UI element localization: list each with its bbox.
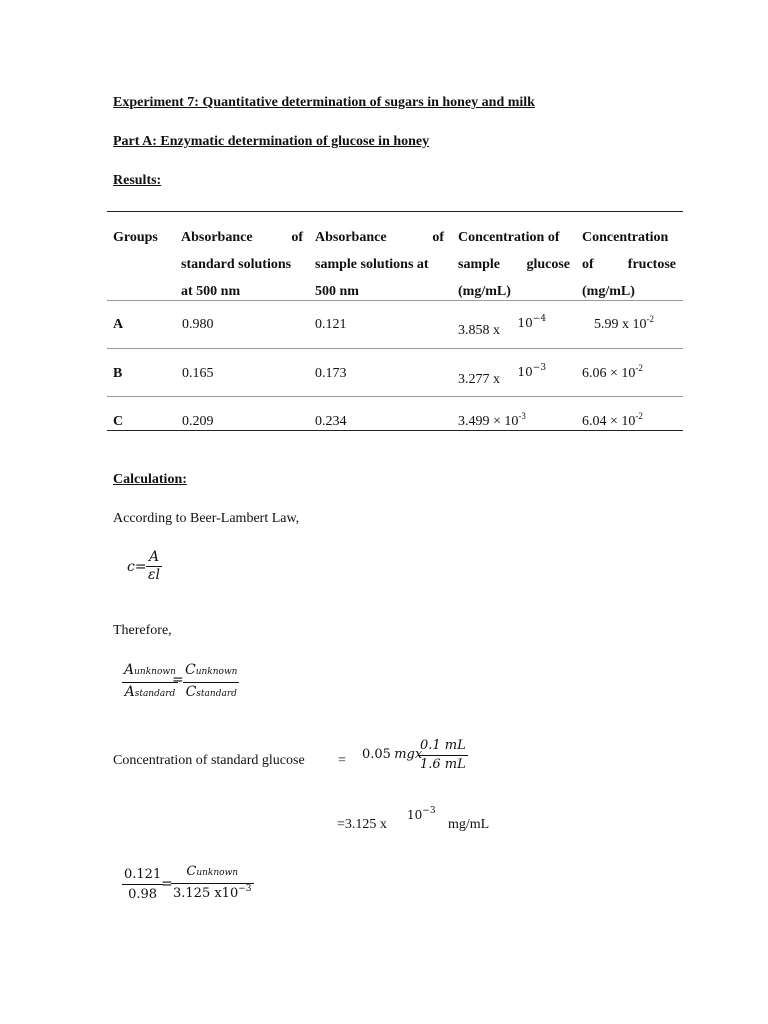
eq1-fraction: $\frac{A}{\varepsilon l}$ xyxy=(148,549,160,583)
header-abs-sample: Absorbance of sample solutions at 500 nm xyxy=(315,230,444,299)
glucose-conc-value: $3.499 \times 10^{-3}$ xyxy=(458,411,526,429)
header-abs-standard: Absorbance of standard solutions at 500 nm xyxy=(181,230,303,299)
abs-sample-value: 0.121 xyxy=(315,317,347,332)
row-divider xyxy=(107,396,683,397)
eq2-equals: = xyxy=(172,672,184,688)
eq1-lhs: c= xyxy=(127,559,147,575)
header-fructose-conc: Concentration of fructose (mg/mL) xyxy=(582,230,676,299)
std-glucose-result-exponent: $10^{-3}$ xyxy=(407,806,436,822)
table-top-rule xyxy=(107,211,683,212)
abs-standard-value: 0.209 xyxy=(182,414,214,429)
abs-standard-value: 0.980 xyxy=(182,317,214,332)
therefore-text: Therefore, xyxy=(113,623,172,638)
std-glucose-label: Concentration of standard glucose xyxy=(113,753,305,768)
glucose-conc-value: 3.858 x $10^{-4}$ xyxy=(458,314,547,338)
header-groups: Groups xyxy=(113,230,158,245)
fructose-conc-value: $6.04 \times 10^{-2}$ xyxy=(582,411,643,429)
group-label: B xyxy=(113,366,123,381)
glucose-conc-value: 3.277 x $10^{-3}$ xyxy=(458,363,547,387)
experiment-heading: Experiment 7: Quantitative determination of sugars in honey and milk xyxy=(113,95,535,110)
std-glucose-equals: = xyxy=(338,753,346,768)
abs-sample-value: 0.234 xyxy=(315,414,347,429)
std-glucose-expr-prefix: 0.05 mgx xyxy=(362,747,423,762)
eq3-rhs-fraction: Cunknown 3.125 $x10^{-3}$ xyxy=(171,862,254,905)
eq3-lhs-fraction: $\frac{0.121}{0.98}$ xyxy=(124,867,162,902)
std-glucose-result-unit: mg/mL xyxy=(448,817,490,832)
row-divider xyxy=(107,348,683,349)
eq3-equals: = xyxy=(161,876,173,892)
table-bottom-rule xyxy=(107,430,683,431)
calculation-heading: Calculation: xyxy=(113,472,187,487)
header-glucose-conc: Concentration of sample glucose (mg/mL) xyxy=(458,230,570,299)
results-heading: Results: xyxy=(113,173,162,188)
part-a-heading: Part A: Enzymatic determination of glucose in honey xyxy=(113,134,430,149)
beer-lambert-intro: According to Beer-Lambert Law, xyxy=(113,511,300,526)
std-glucose-result-value: =3.125 x xyxy=(337,817,387,832)
eq2-rhs-fraction: Cunknown Cstandard xyxy=(183,661,239,704)
abs-sample-value: 0.173 xyxy=(315,366,347,381)
group-label: C xyxy=(113,414,124,429)
std-glucose-fraction: $\frac{0.1 mL}{1.6 mL}$ xyxy=(420,738,466,772)
abs-standard-value: 0.165 xyxy=(182,366,214,381)
header-bottom-rule xyxy=(107,300,683,301)
eq2-lhs-fraction: Aunknown Astandard xyxy=(122,661,178,704)
group-label: A xyxy=(113,317,124,332)
fructose-conc-value: 5.99 x $10^{-2}$ xyxy=(594,314,654,332)
fructose-conc-value: $6.06 \times 10^{-2}$ xyxy=(582,363,643,381)
